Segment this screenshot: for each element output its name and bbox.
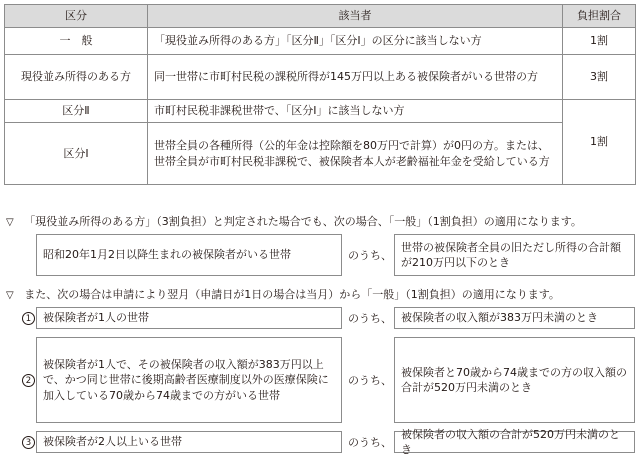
circled-number-3: 3: [22, 436, 35, 449]
item1-condition-box: [36, 307, 342, 329]
row-description: 市町村民税非課税世帯で、「区分Ⅰ」に該当しない方: [148, 100, 563, 123]
item2-connector: のうち、: [348, 374, 392, 387]
table-row: [5, 28, 636, 55]
item3-result: 被保険者の収入額の合計が520万円未満のとき: [401, 427, 620, 456]
item3-connector: のうち、: [348, 436, 392, 449]
burden-ratio-table: [4, 4, 636, 185]
item1-result-box: [394, 307, 635, 329]
item1-condition: 被保険者が1人の世帯: [43, 311, 149, 325]
note1-connector: のうち、: [348, 249, 392, 262]
row-category: 区分Ⅰ: [5, 123, 148, 185]
header-category: 区分: [5, 5, 148, 28]
item2-result: 被保険者と70歳から74歳までの方の収入額の合計が520万円未満のとき: [401, 365, 627, 394]
row-description: 「現役並み所得のある方」「区分Ⅱ」「区分Ⅰ」の区分に該当しない方: [148, 28, 563, 55]
item3-condition-box: [36, 431, 342, 453]
row-category: 一 般: [5, 28, 148, 55]
header-ratio: 負担割合: [563, 5, 636, 28]
item2-condition: 被保険者が1人で、その被保険者の収入額が383万円以上で、かつ同じ世帯に後期高齢者医療制度以外の医療保険に加入している70歳から74歳までの方がいる世帯: [43, 357, 329, 402]
circled-number-1: 1: [22, 312, 35, 325]
note1-result: 世帯の被保険者全員の旧ただし所得の合計額が210万円以下のとき: [401, 240, 621, 269]
item3-condition: 被保険者が2人以上いる世帯: [43, 435, 182, 449]
item1-connector: のうち、: [348, 312, 392, 325]
note1-line: [6, 215, 582, 230]
row-ratio: 1割: [563, 100, 636, 185]
row-category: 現役並み所得のある方: [5, 55, 148, 100]
header-applicable: 該当者: [148, 5, 563, 28]
table-row: [5, 123, 636, 185]
triangle-down-icon: ▽: [6, 290, 14, 301]
note1-condition: 昭和20年1月2日以降生まれの被保険者がいる世帯: [43, 248, 291, 262]
row-ratio: 1割: [563, 28, 636, 55]
row-description: 世帯全員の各種所得（公的年金は控除額を80万円で計算）が0円の方。または、世帯全員が市町村民税非課税で、被保険者本人が老齢福祉年金を受給している方: [148, 123, 563, 185]
row-category: 区分Ⅱ: [5, 100, 148, 123]
item2-condition-box: [36, 337, 342, 423]
triangle-down-icon: ▽: [6, 217, 14, 228]
note2-text: また、次の場合は申請により翌月（申請日が1日の場合は当月）から「一般」（1割負担）の適用になります。: [24, 288, 560, 301]
row-ratio: 3割: [563, 55, 636, 100]
note1-result-box: [394, 234, 635, 276]
table-header-row: [5, 5, 636, 28]
row-description: 同一世帯に市町村民税の課税所得が145万円以上ある被保険者がいる世帯の方: [148, 55, 563, 100]
note2-line: [6, 288, 560, 303]
table-row: [5, 100, 636, 123]
item3-result-box: [394, 427, 635, 456]
note1-text: 「現役並み所得のある方」（3割負担）と判定された場合でも、次の場合、「一般」（1割負担）の適用になります。: [24, 215, 582, 228]
circled-number-2: 2: [22, 374, 35, 387]
table-row: [5, 55, 636, 100]
item2-result-box: [394, 337, 635, 423]
item1-result: 被保険者の収入額が383万円未満のとき: [401, 311, 598, 325]
note1-condition-box: [36, 234, 342, 276]
